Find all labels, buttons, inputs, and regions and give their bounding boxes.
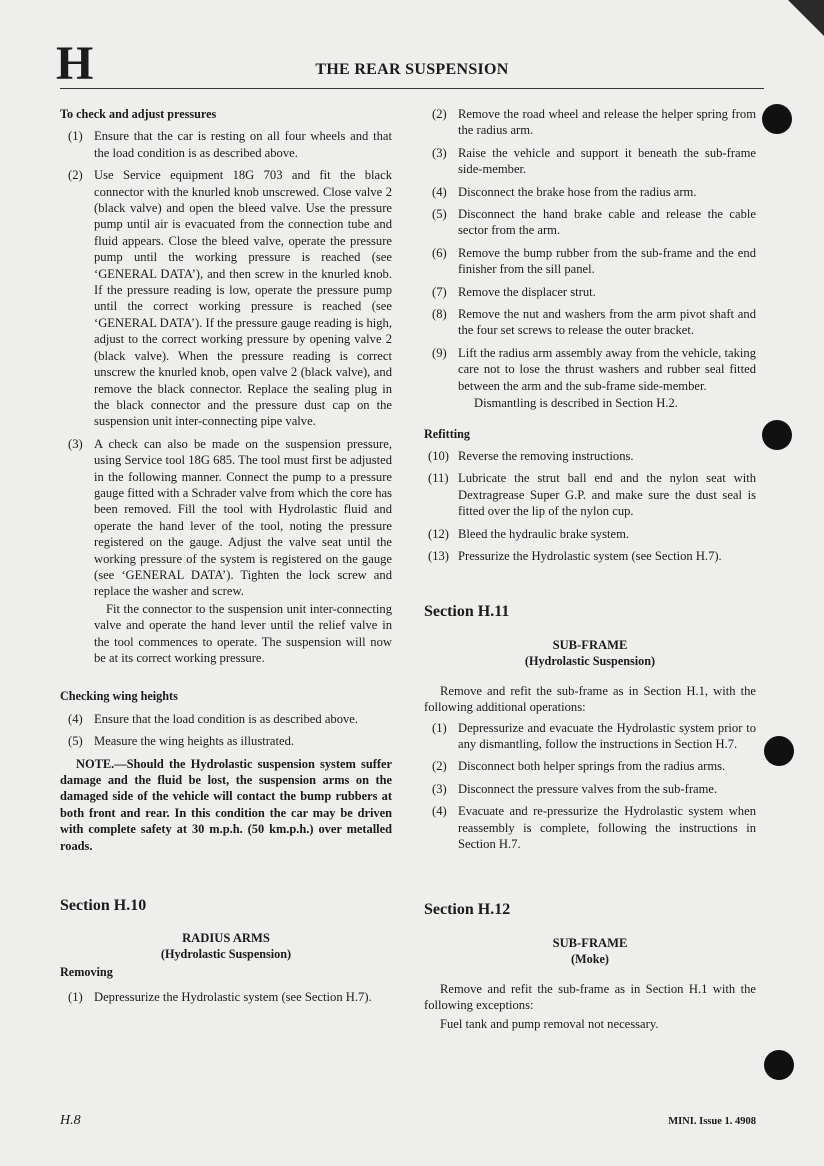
item-text: Lubricate the strut ball end and the nylon seat with Dextragrease Super G.P. and make sure the dust seal is fitted over the lip of the nylon cup. <box>458 471 756 519</box>
safety-note: NOTE.—Should the Hydrolastic suspension system suffer damage and the fluid be lost, the suspension arms on the damaged side of the vehicle will contact the bump rubbers at both front and rear. In this condition the car may be driven with complete safety at 30 m.p.h. (50 km.p.h.) over metalled roads. <box>60 756 392 853</box>
item-text: Reverse the removing instructions. <box>458 448 634 463</box>
section-letter: H <box>56 37 94 90</box>
page-number: H.8 <box>60 1113 81 1128</box>
item-number: (1) <box>432 720 447 735</box>
item-number: (7) <box>432 284 447 299</box>
item-number: (12) <box>428 526 449 541</box>
punch-hole <box>762 104 792 134</box>
list-item <box>424 758 756 774</box>
item-text: Lift the radius arm assembly away from the vehicle, taking care not to lose the thrust washers and rubber seal fitted between the arm and the sub-frame side-member. <box>458 345 756 393</box>
item-text: Remove the bump rubber from the sub-frame and the end finisher from the sill panel. <box>458 245 756 277</box>
item-text: Bleed the hydraulic brake system. <box>458 526 630 541</box>
item-text: Remove the road wheel and release the helper spring from the radius arm. <box>458 107 756 138</box>
item-number: (2) <box>432 107 447 121</box>
continuation-paragraph: Fit the connector to the suspension unit inter-connecting valve and operate the hand lever until the relief valve in the tool commences to operate. The suspension will now be at its correct working pressure. <box>94 601 392 665</box>
item-text: Remove the displacer strut. <box>458 284 596 299</box>
item-number: (2) <box>68 168 83 183</box>
check-pressures-heading: To check and adjust pressures <box>60 107 217 121</box>
issue-label: MINI. Issue 1. 4908 <box>668 1116 756 1127</box>
item-text: Depressurize the Hydrolastic system (see Section H.7). <box>94 989 372 1004</box>
list-item <box>424 245 756 278</box>
item-number: (13) <box>428 548 449 563</box>
item-number: (6) <box>432 245 447 260</box>
section-subtitle: (Hydrolastic Suspension) <box>160 947 292 962</box>
item-text: Disconnect the pressure valves from the sub-frame. <box>458 781 718 796</box>
item-text: Evacuate and re-pressurize the Hydrolastic system when reassembly is complete, following the instructions in Section H.7. <box>458 804 756 851</box>
punch-hole <box>764 736 794 766</box>
item-number: (3) <box>68 436 83 451</box>
item-number: (5) <box>68 734 83 749</box>
wing-heights-heading: Checking wing heights <box>60 689 178 704</box>
list-item <box>424 720 756 753</box>
item-number: (2) <box>432 759 447 774</box>
item-text: Ensure that the load condition is as described above. <box>94 711 359 726</box>
item-text: Raise the vehicle and support it beneath the sub-frame side-member. <box>458 145 756 177</box>
punch-hole <box>764 1050 794 1080</box>
section-heading: Section H.11 <box>424 603 510 621</box>
section-title: SUB-FRAME <box>552 935 628 950</box>
item-text: Disconnect both helper springs from the radius arms. <box>458 759 726 774</box>
item-number: (3) <box>432 145 447 160</box>
list-item <box>424 284 756 300</box>
item-number: (1) <box>68 129 83 144</box>
item-number: (9) <box>432 345 447 360</box>
item-text: Depressurize and evacuate the Hydrolastic system prior to any dismantling, follow the instructions in Section H.7. <box>458 720 756 751</box>
item-text: Pressurize the Hydrolastic system (see Section H.7). <box>458 548 722 563</box>
list-item <box>60 436 392 600</box>
item-number: (5) <box>432 207 447 222</box>
list-item <box>60 128 392 161</box>
list-item <box>424 803 756 852</box>
list-item <box>424 448 756 464</box>
item-number: (4) <box>432 804 447 819</box>
list-item <box>60 167 392 430</box>
list-item <box>424 145 756 178</box>
section-subtitle: (Hydrolastic Suspension) <box>524 653 656 668</box>
list-item <box>424 345 756 394</box>
list-item <box>424 526 756 542</box>
item-number: (3) <box>432 781 447 796</box>
page-corner-shadow <box>788 0 824 36</box>
page-title: THE REAR SUSPENSION <box>315 61 509 78</box>
item-number: (4) <box>432 184 447 199</box>
item-text: Use Service equipment 18G 703 and fit the black connector with the knurled knob unscrewed. Close valve 2 (black valve) and open the bleed valve. Use the pressure pump until air is evacuated from the connection tube and fluid appears. Close the bleed valve, operate the pressure pump until the working pressure is reached (see ‘GENERAL DATA’), and then screw in the knurled knob. If the pressure reading is low, operate the pressure pump until the correct working pressure is reached (see ‘GENERAL DATA’). If the pressure gauge reading is high, adjust to the correct working pressure by opening valve 2 (black valve). When the pressure reading is correct unscrew the knurled knob, open valve 2 (black valve), and remove the black connector. Replace the sealing plug in the black connector and the pressure dust cap on the suspension unit inter-connecting pipe valve. <box>94 168 392 429</box>
item-text: Disconnect the hand brake cable and release the cable sector from the arm. <box>458 207 756 238</box>
section-intro: Remove and refit the sub-frame as in Section H.1, with the following additional operations: <box>424 683 756 715</box>
refitting-heading: Refitting <box>424 426 471 441</box>
item-text: A check can also be made on the suspension pressure, using Service tool 18G 685. The tool must first be adjusted in the following manner. Connect the pump to a pressure gauge fitted with a Schrader valve from which the core has been removed. Fill the tool with Hydrolastic fluid and operate the hand lever of the tool, noting the pressure registered on the gauge. Adjust the valve seat until the working pressure of the system is registered on the gauge (see ‘GENERAL DATA’). Tighten the lock screw and replace the washer and screw. <box>94 436 392 599</box>
section-intro: Remove and refit the sub-frame as in Section H.1 with the following exceptions: <box>424 981 756 1013</box>
section-heading: Section H.10 <box>60 897 147 915</box>
dismantling-note: Dismantling is described in Section H.2. <box>474 396 678 411</box>
item-number: (10) <box>428 448 449 463</box>
header-rule <box>60 88 764 89</box>
item-text: Ensure that the car is resting on all four wheels and that the load condition is as described above. <box>94 129 392 160</box>
section-title: SUB-FRAME <box>552 637 628 652</box>
list-item <box>60 989 392 1005</box>
item-number: (8) <box>432 307 447 322</box>
item-number: (11) <box>428 471 449 486</box>
list-item <box>424 548 756 564</box>
punch-hole <box>762 420 792 450</box>
list-item <box>424 184 756 200</box>
section-title: RADIUS ARMS <box>182 931 270 946</box>
list-item <box>424 206 756 239</box>
list-item <box>424 470 756 519</box>
item-text: Measure the wing heights as illustrated. <box>94 734 295 749</box>
list-item <box>60 733 392 749</box>
list-item <box>60 711 392 727</box>
item-number: (4) <box>68 711 83 726</box>
section-heading: Section H.12 <box>424 901 511 919</box>
left-column <box>60 106 392 1011</box>
item-number: (1) <box>68 989 83 1004</box>
section-subtitle: (Moke) <box>571 951 609 966</box>
list-item <box>424 106 756 139</box>
right-column <box>424 106 756 1038</box>
removing-heading: Removing <box>60 965 113 980</box>
item-text: Remove the nut and washers from the arm pivot shaft and the four set screws to release the outer bracket. <box>458 307 756 338</box>
list-item <box>424 781 756 797</box>
item-text: Disconnect the brake hose from the radius arm. <box>458 184 697 199</box>
section-line: Fuel tank and pump removal not necessary. <box>440 1016 659 1031</box>
list-item <box>424 306 756 339</box>
